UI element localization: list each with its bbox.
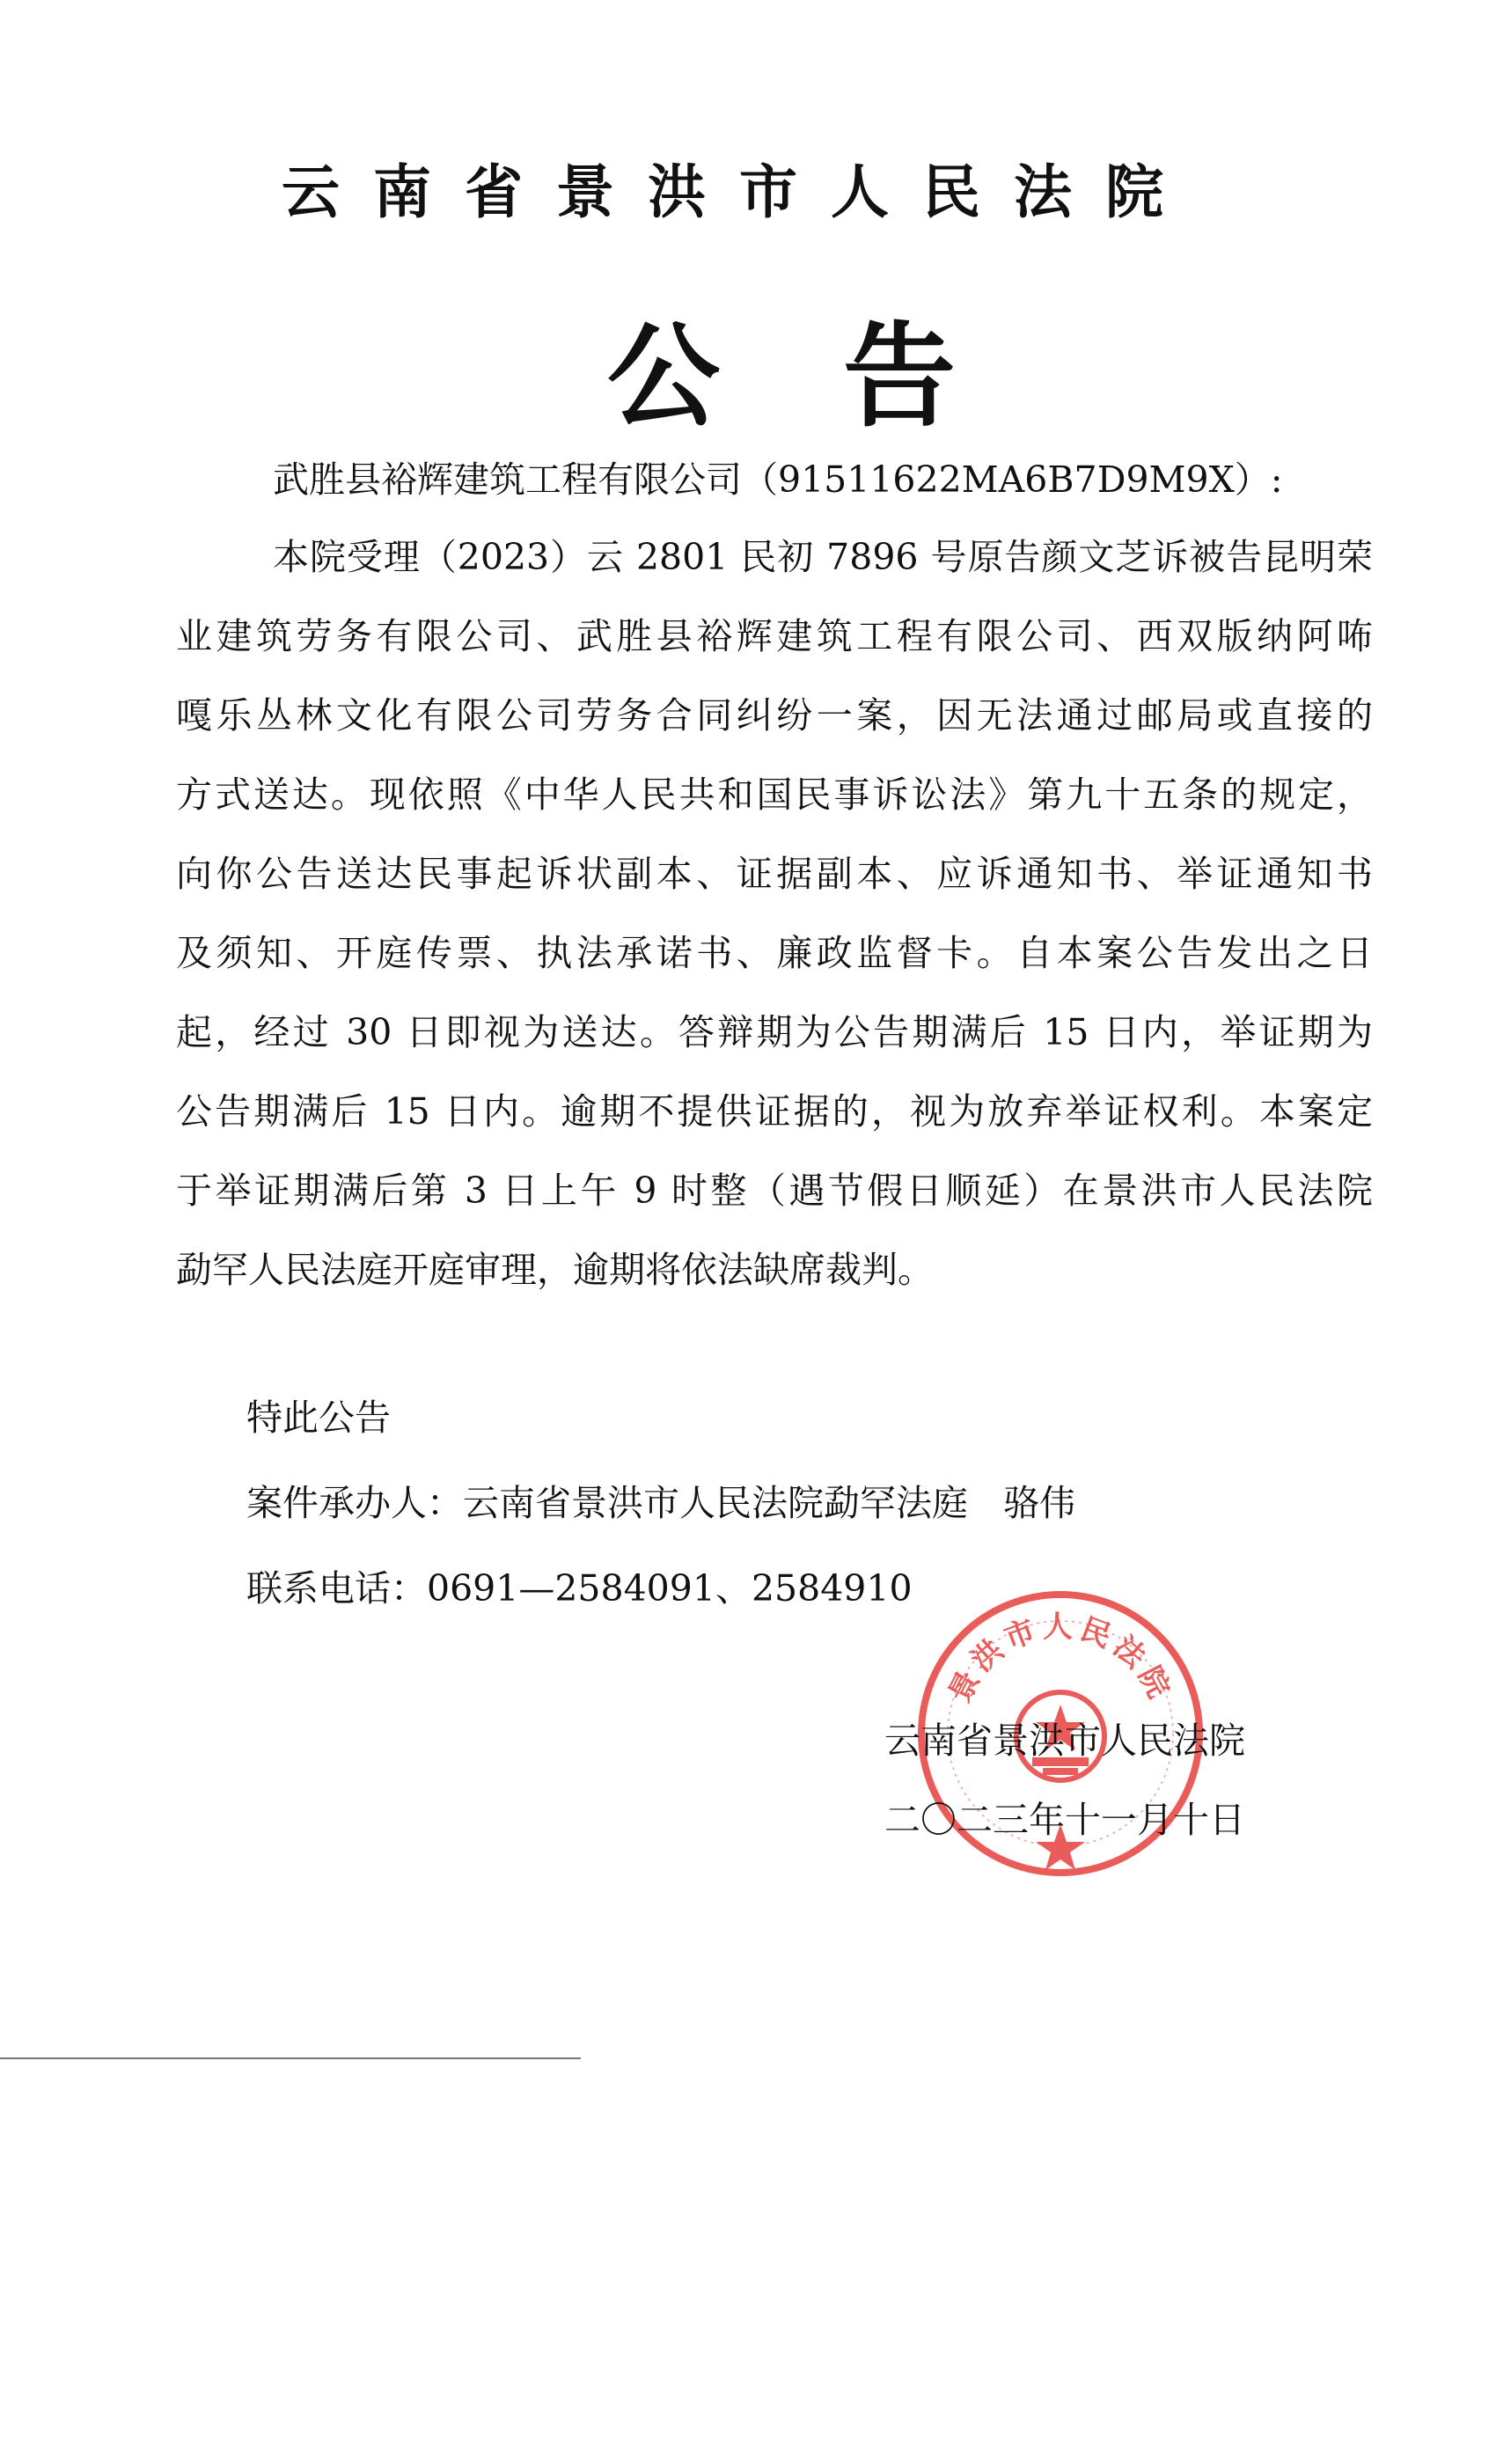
body-line: 本院受理（2023）云 2801 民初 7896 号原告颜文芝诉被告昆明荣	[273, 536, 1373, 578]
body-line: 业建筑劳务有限公司、武胜县裕辉建筑工程有限公司、西双版纳阿咘	[176, 615, 1373, 657]
divider-line	[0, 2057, 581, 2059]
body-line: 起，经过 30 日即视为送达。答辩期为公告期满后 15 日内，举证期为	[176, 1011, 1373, 1053]
body-line: 公告期满后 15 日内。逾期不提供证据的，视为放弃举证权利。本案定	[176, 1090, 1373, 1133]
body-line: 于举证期满后第 3 日上午 9 时整（遇节假日顺延）在景洪市人民法院	[176, 1170, 1373, 1212]
court-name-header: 云南省景洪市人民法院	[282, 158, 1197, 226]
case-handler	[246, 1474, 1075, 1526]
body-line: 嘎乐丛林文化有限公司劳务合同纠纷一案，因无法通过邮局或直接的	[176, 694, 1373, 737]
issuing-court-signature: 云南省景洪市人民法院	[884, 1720, 1245, 1762]
body-line: 向你公告送达民事起诉状副本、证据副本、应诉通知书、举证通知书	[176, 853, 1373, 895]
closing-statement: 特此公告	[246, 1397, 391, 1439]
addressee: 武胜县裕辉建筑工程有限公司（91511622MA6B7D9M9X）:	[273, 458, 1283, 501]
contact-phone-label: 联系电话：	[246, 1567, 427, 1610]
case-handler-name: 骆伟	[1003, 1482, 1075, 1524]
contact-phone-numbers: 0691—2584091、2584910	[427, 1567, 913, 1610]
body-line: 方式送达。现依照《中华人民共和国民事诉讼法》第九十五条的规定，	[176, 774, 1373, 816]
issue-date: 二〇二三年十一月十日	[884, 1799, 1245, 1841]
body-line: 勐罕人民法庭开庭审理，逾期将依法缺席裁判。	[176, 1249, 934, 1291]
seal-text: 景洪市人民法院	[942, 1610, 1179, 1709]
case-handler-label: 案件承办人：	[246, 1482, 463, 1524]
notice-title: 公告	[607, 312, 1079, 443]
case-handler-court: 云南省景洪市人民法院勐罕法庭	[463, 1482, 968, 1524]
contact-phone	[246, 1559, 913, 1611]
body-line: 及须知、开庭传票、执法承诺书、廉政监督卡。自本案公告发出之日	[176, 932, 1373, 974]
